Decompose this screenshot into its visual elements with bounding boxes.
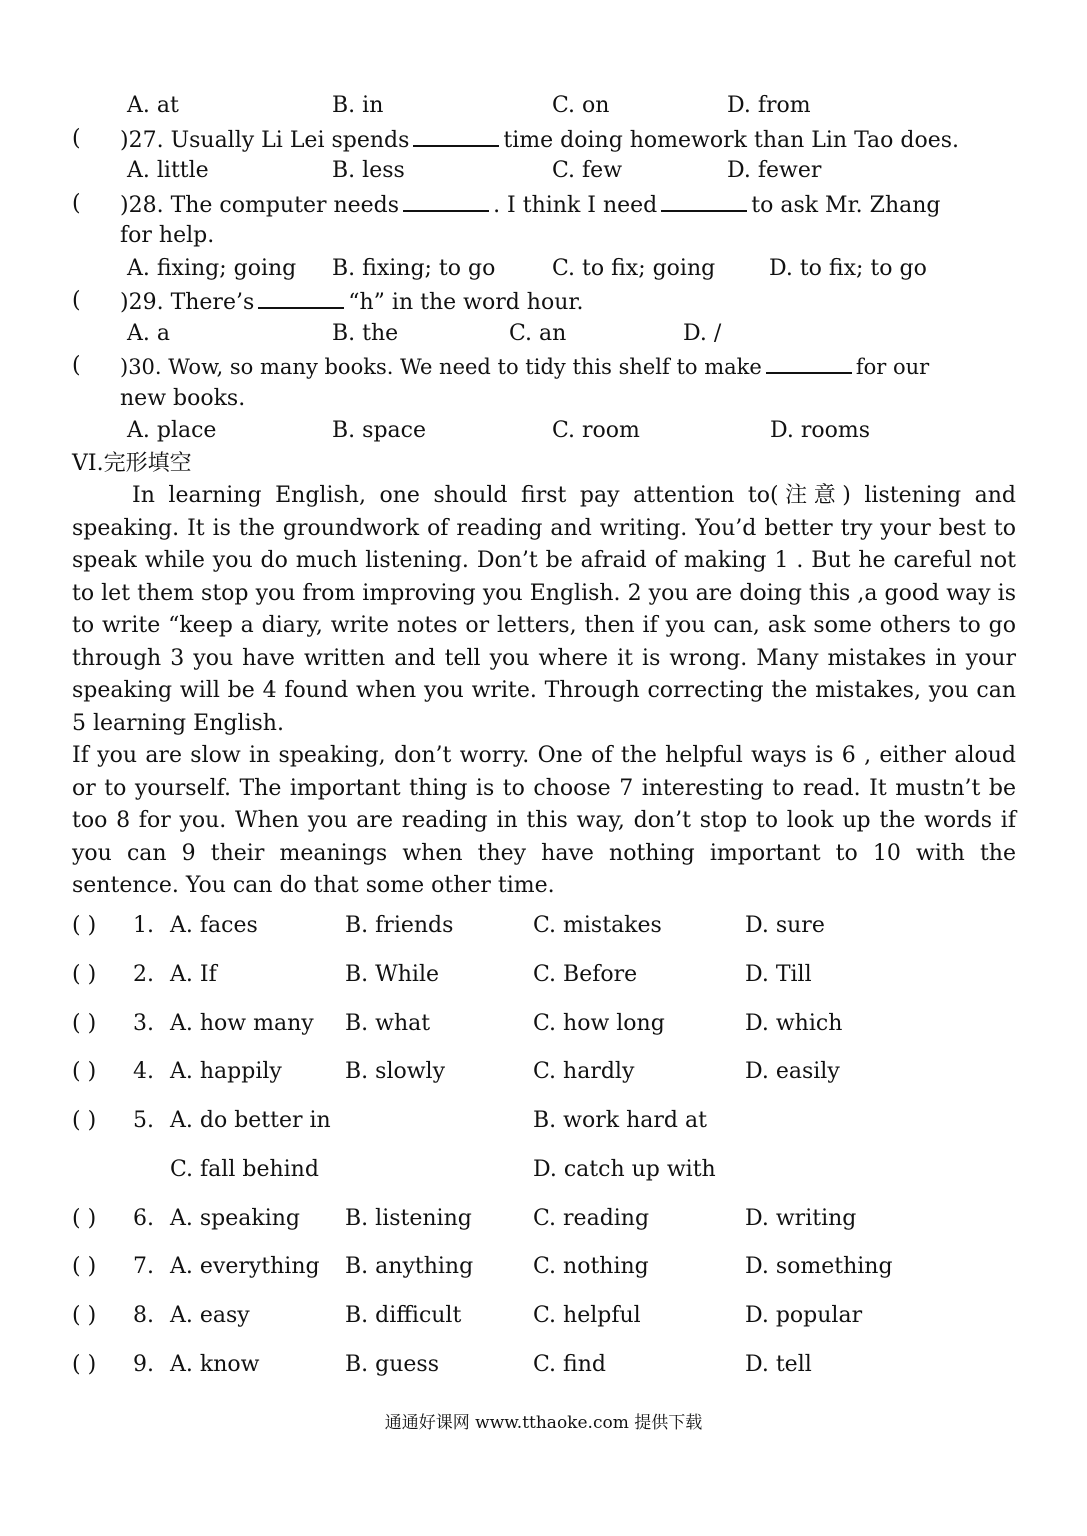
- q30-paren: (: [72, 353, 81, 378]
- q26-option-c: C. on: [552, 93, 610, 118]
- cloze-number: 1.: [133, 913, 154, 938]
- cloze-option-a: A. happily: [170, 1059, 282, 1084]
- q29-blank: [258, 287, 344, 309]
- page-footer: 通通好课网 www.tthaoke.com 提供下载: [384, 1413, 703, 1433]
- cloze-paren: ( ): [72, 1206, 97, 1231]
- q29-option-d: D. /: [683, 321, 722, 346]
- cloze-option-c: C. hardly: [533, 1059, 635, 1084]
- cloze-option-c: C. helpful: [533, 1303, 641, 1328]
- q29-stem-start: )29. There’s: [120, 290, 255, 315]
- cloze-number: 4.: [133, 1059, 154, 1084]
- q29-paren: (: [72, 288, 81, 313]
- q29-stem-end: “h” in the word hour.: [348, 290, 584, 315]
- cloze-option-b: B. guess: [345, 1352, 440, 1377]
- q30-stem-end: for our: [855, 355, 930, 379]
- cloze-option-b: B. difficult: [345, 1303, 462, 1328]
- cloze-option-d: D. easily: [745, 1059, 840, 1084]
- cloze-paren: ( ): [72, 1254, 97, 1279]
- q28-option-a: A. fixing; going: [127, 256, 297, 281]
- cloze-number: 8.: [133, 1303, 154, 1328]
- q27-option-b: B. less: [332, 158, 405, 183]
- cloze-number: 3.: [133, 1011, 154, 1036]
- section-title: VI.完形填空: [72, 451, 192, 476]
- q30-stem-start: )30. Wow, so many books. We need to tidy this shelf to make: [120, 355, 762, 379]
- q28-option-b: B. fixing; to go: [332, 256, 496, 281]
- q27-option-c: C. few: [552, 158, 623, 183]
- cloze-number: 9.: [133, 1352, 154, 1377]
- cloze-option-c: C. how long: [533, 1011, 665, 1036]
- q30-option-b: B. space: [332, 418, 426, 443]
- cloze-paren: ( ): [72, 962, 97, 987]
- q28-option-c: C. to fix; going: [552, 256, 716, 281]
- cloze-paren: ( ): [72, 1059, 97, 1084]
- q26-option-b: B. in: [332, 93, 384, 118]
- q29-option-a: A. a: [127, 321, 170, 346]
- cloze-paren: ( ): [72, 1108, 97, 1133]
- cloze-paren: ( ): [72, 1352, 97, 1377]
- q28-blank-1: [403, 190, 489, 212]
- q28-stem-start: )28. The computer needs: [120, 193, 400, 218]
- q28-stem-end: to ask Mr. Zhang: [751, 193, 941, 218]
- cloze-option-c: C. reading: [533, 1206, 650, 1231]
- cloze-option-d: D. catch up with: [533, 1157, 716, 1182]
- cloze-paren: ( ): [72, 1011, 97, 1036]
- q27-paren: (: [72, 126, 81, 151]
- cloze-option-d: D. writing: [745, 1206, 857, 1231]
- cloze-option-b: B. work hard at: [533, 1108, 707, 1133]
- cloze-option-b: B. what: [345, 1011, 431, 1036]
- cloze-option-a: A. easy: [170, 1303, 250, 1328]
- q29-option-b: B. the: [332, 321, 399, 346]
- q27-option-a: A. little: [127, 158, 209, 183]
- cloze-option-a: A. do better in: [170, 1108, 331, 1133]
- q26-option-d: D. from: [727, 93, 811, 118]
- cloze-option-d: D. popular: [745, 1303, 863, 1328]
- q29-option-c: C. an: [509, 321, 567, 346]
- passage-paragraph-1: In learning English, one should first pay attention to(注意) listening and speaking. It is the groundwork of reading and writing. You’d better try your best to speak while you do much listening. Don’t be afraid of making 1 . But he careful not to let them stop you from improving you English. 2 you are doing this ,a good way is to write “keep a diary, write notes or letters, then if you can, ask some others to go through 3 you have written and tell you where it is wrong. Many mistakes in your speaking will be 4 found when you write. Through correcting the mistakes, you can 5 learning English.: [72, 483, 1016, 736]
- cloze-option-a: A. faces: [170, 913, 258, 938]
- cloze-number: 2.: [133, 962, 154, 987]
- cloze-option-d: D. something: [745, 1254, 893, 1279]
- q30-option-c: C. room: [552, 418, 640, 443]
- cloze-paren: ( ): [72, 1303, 97, 1328]
- q30-stem: [120, 352, 929, 381]
- q27-stem-end: time doing homework than Lin Tao does.: [503, 128, 960, 153]
- q29-stem: [120, 287, 583, 317]
- q27-blank: [413, 125, 499, 147]
- q28-stem-mid: . I think I need: [493, 193, 658, 218]
- q28-stem: [120, 190, 941, 220]
- q30-option-a: A. place: [127, 418, 217, 443]
- cloze-option-a: A. If: [170, 962, 217, 987]
- cloze-option-c: C. mistakes: [533, 913, 662, 938]
- cloze-option-d: D. tell: [745, 1352, 812, 1377]
- cloze-option-c: C. fall behind: [170, 1157, 319, 1182]
- q30-stem-continued: new books.: [120, 386, 246, 411]
- cloze-option-c: C. Before: [533, 962, 638, 987]
- q27-stem: [120, 125, 959, 155]
- cloze-option-b: B. slowly: [345, 1059, 446, 1084]
- q26-option-a: A. at: [127, 93, 179, 118]
- q28-stem-continued: for help.: [120, 223, 215, 248]
- cloze-option-a: A. how many: [170, 1011, 314, 1036]
- cloze-number: 6.: [133, 1206, 154, 1231]
- cloze-option-d: D. sure: [745, 913, 825, 938]
- q27-option-d: D. fewer: [727, 158, 822, 183]
- cloze-number: 5.: [133, 1108, 154, 1133]
- q28-option-d: D. to fix; to go: [769, 256, 927, 281]
- cloze-option-b: B. friends: [345, 913, 454, 938]
- q30-option-d: D. rooms: [770, 418, 870, 443]
- cloze-number: 7.: [133, 1254, 154, 1279]
- cloze-option-a: A. everything: [170, 1254, 320, 1279]
- cloze-paren: ( ): [72, 913, 97, 938]
- cloze-option-b: B. While: [345, 962, 440, 987]
- q27-stem-start: )27. Usually Li Lei spends: [120, 128, 410, 153]
- cloze-option-d: D. Till: [745, 962, 812, 987]
- q28-paren: (: [72, 191, 81, 216]
- q28-blank-2: [661, 190, 747, 212]
- cloze-option-a: A. know: [170, 1352, 260, 1377]
- cloze-option-c: C. find: [533, 1352, 606, 1377]
- cloze-option-b: B. anything: [345, 1254, 474, 1279]
- passage-paragraph-2: If you are slow in speaking, don’t worry. One of the helpful ways is 6 , either aloud or to yourself. The important thing is to choose 7 interesting to read. It mustn’t be too 8 for you. When you are reading in this way, don’t stop to look up the words if you can 9 their meanings when they have nothing important to 10 with the sentence. You can do that some other time.: [72, 743, 1016, 898]
- q30-blank: [766, 352, 852, 374]
- cloze-option-a: A. speaking: [170, 1206, 301, 1231]
- cloze-option-d: D. which: [745, 1011, 843, 1036]
- cloze-option-c: C. nothing: [533, 1254, 649, 1279]
- cloze-option-b: B. listening: [345, 1206, 472, 1231]
